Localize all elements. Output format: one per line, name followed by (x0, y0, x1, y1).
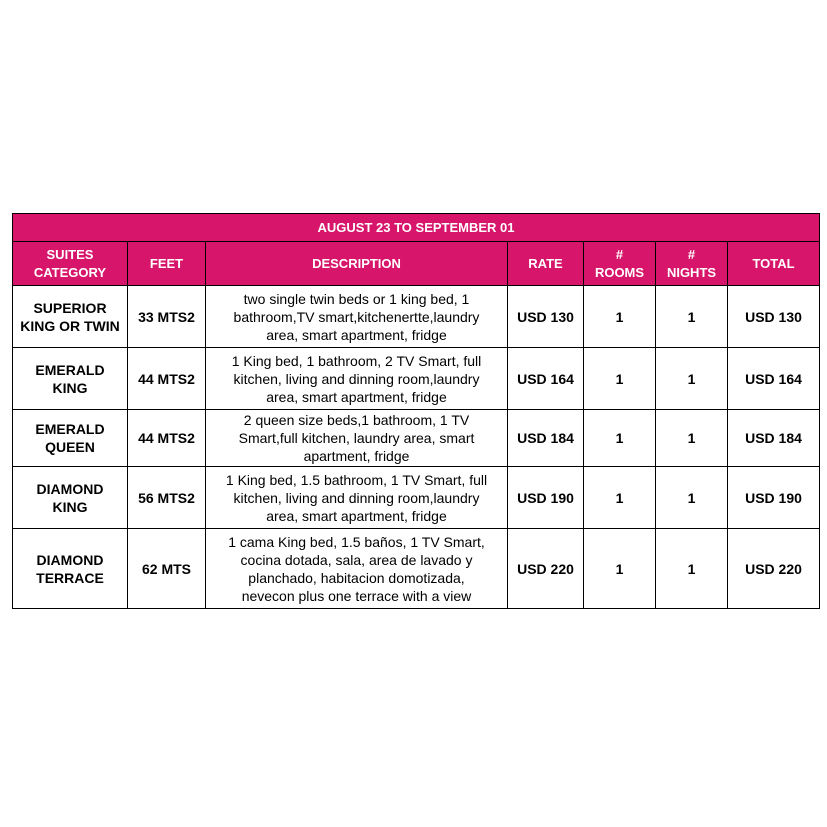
header-nights: # NIGHTS (656, 242, 728, 286)
row-rate: USD 220 (508, 529, 584, 609)
row-feet: 44 MTS2 (128, 348, 206, 410)
row-rate: USD 164 (508, 348, 584, 410)
header-rooms: # ROOMS (584, 242, 656, 286)
rates-table (12, 213, 820, 609)
row-nights: 1 (656, 348, 728, 410)
row-total: USD 130 (728, 286, 820, 348)
header-description: DESCRIPTION (206, 242, 508, 286)
row-total: USD 164 (728, 348, 820, 410)
header-feet: FEET (128, 242, 206, 286)
row-rooms: 1 (584, 529, 656, 609)
row-category: DIAMOND TERRACE (13, 529, 128, 609)
date-range-title: AUGUST 23 TO SEPTEMBER 01 (13, 214, 820, 242)
row-rooms: 1 (584, 286, 656, 348)
date-range-title-row (13, 214, 820, 242)
table-row (13, 286, 820, 348)
row-feet: 56 MTS2 (128, 467, 206, 529)
row-description: 1 King bed, 1 bathroom, 2 TV Smart, full kitchen, living and dinning room,laundry area, smart apartment, fridge (206, 348, 508, 410)
table-row (13, 348, 820, 410)
row-category: SUPERIOR KING OR TWIN (13, 286, 128, 348)
row-rooms: 1 (584, 348, 656, 410)
row-nights: 1 (656, 286, 728, 348)
row-category: EMERALD QUEEN (13, 410, 128, 467)
row-nights: 1 (656, 467, 728, 529)
row-nights: 1 (656, 529, 728, 609)
header-total: TOTAL (728, 242, 820, 286)
table-row (13, 410, 820, 467)
row-nights: 1 (656, 410, 728, 467)
table-row (13, 467, 820, 529)
row-feet: 44 MTS2 (128, 410, 206, 467)
header-suites-category: SUITES CATEGORY (13, 242, 128, 286)
row-total: USD 184 (728, 410, 820, 467)
row-description: 2 queen size beds,1 bathroom, 1 TV Smart,full kitchen, laundry area, smart apartment, fridge (206, 410, 508, 467)
row-total: USD 220 (728, 529, 820, 609)
row-description: 1 King bed, 1.5 bathroom, 1 TV Smart, full kitchen, living and dinning room,laundry area, smart apartment, fridge (206, 467, 508, 529)
row-category: EMERALD KING (13, 348, 128, 410)
row-feet: 33 MTS2 (128, 286, 206, 348)
row-rooms: 1 (584, 410, 656, 467)
row-rate: USD 184 (508, 410, 584, 467)
row-rate: USD 130 (508, 286, 584, 348)
row-description: two single twin beds or 1 king bed, 1 bathroom,TV smart,kitchenertte,laundry area, smart apartment, fridge (206, 286, 508, 348)
row-description: 1 cama King bed, 1.5 baños, 1 TV Smart, cocina dotada, sala, area de lavado y planchado, habitacion domotizada, nevecon plus one terrace with a view (206, 529, 508, 609)
column-header-row (13, 242, 820, 286)
row-feet: 62 MTS (128, 529, 206, 609)
row-rooms: 1 (584, 467, 656, 529)
row-total: USD 190 (728, 467, 820, 529)
row-rate: USD 190 (508, 467, 584, 529)
row-category: DIAMOND KING (13, 467, 128, 529)
header-rate: RATE (508, 242, 584, 286)
table-row (13, 529, 820, 609)
